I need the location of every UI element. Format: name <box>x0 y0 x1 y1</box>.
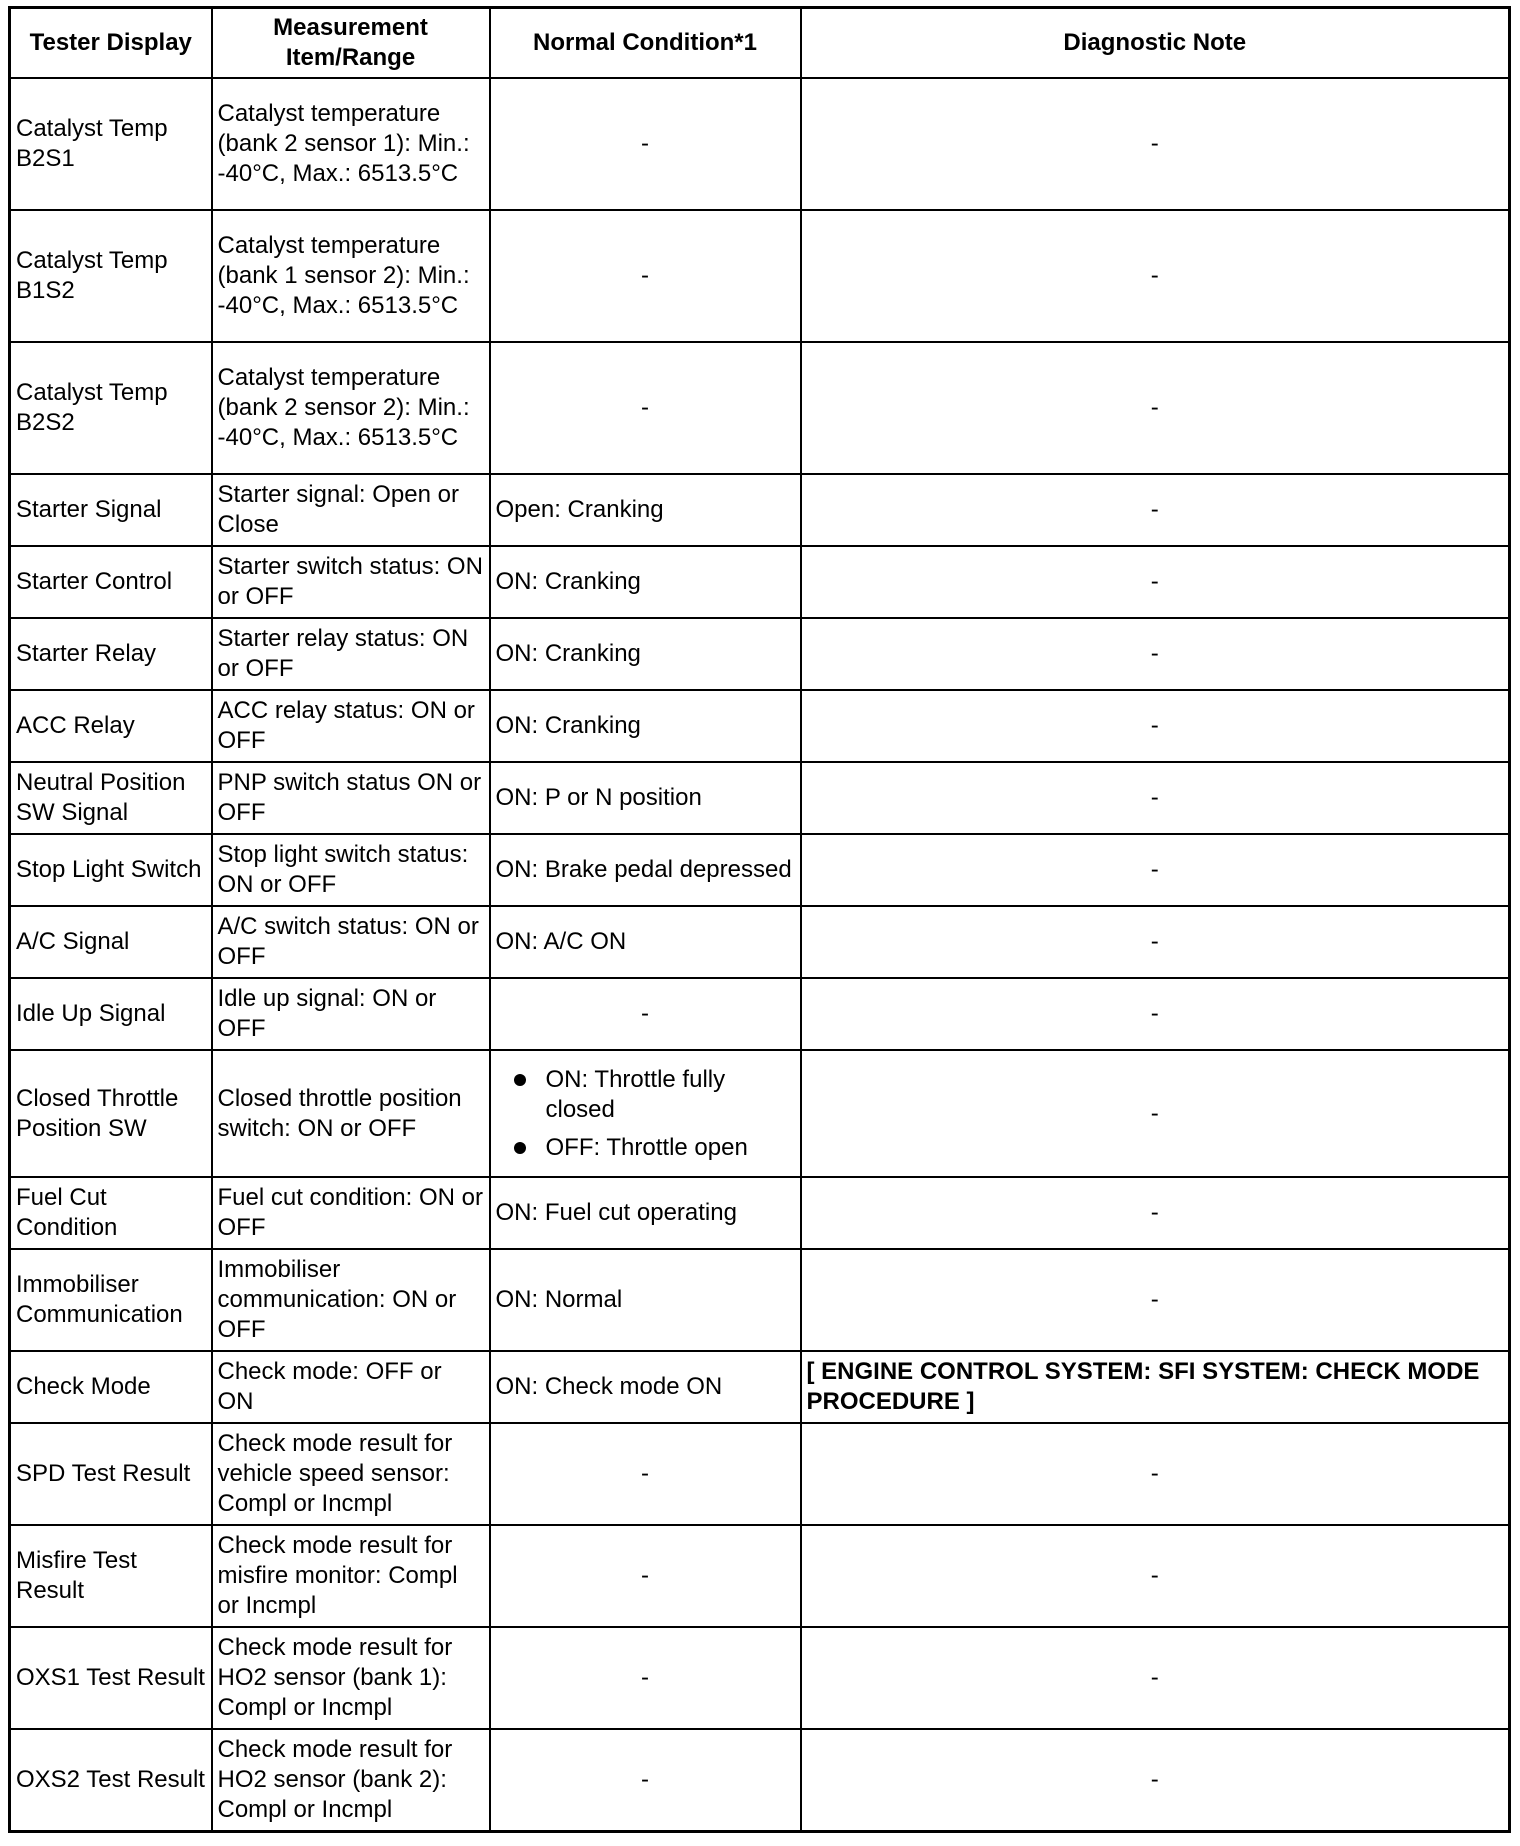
header-diagnostic-note: Diagnostic Note <box>801 8 1510 79</box>
cell-tester-display: Misfire Test Result <box>10 1525 212 1627</box>
cell-measurement: Catalyst temperature (bank 2 sensor 2): Min.: -40°C, Max.: 6513.5°C <box>212 342 490 474</box>
table-row <box>10 762 1510 834</box>
cell-tester-display: Check Mode <box>10 1351 212 1423</box>
cell-normal-condition: ON: Normal <box>490 1249 801 1351</box>
cell-diagnostic-note: - <box>801 978 1510 1050</box>
cell-normal-condition: - <box>490 342 801 474</box>
cell-tester-display: ACC Relay <box>10 690 212 762</box>
table-row <box>10 210 1510 342</box>
cell-tester-display: Immobiliser Communication <box>10 1249 212 1351</box>
cell-tester-display: Catalyst Temp B1S2 <box>10 210 212 342</box>
cell-normal-condition: - <box>490 1423 801 1525</box>
table-row <box>10 834 1510 906</box>
cell-measurement: Fuel cut condition: ON or OFF <box>212 1177 490 1249</box>
cell-measurement: Catalyst temperature (bank 2 sensor 1): Min.: -40°C, Max.: 6513.5°C <box>212 78 490 210</box>
header-measurement: Measurement Item/Range <box>212 8 490 79</box>
cell-measurement: Starter switch status: ON or OFF <box>212 546 490 618</box>
table-row <box>10 978 1510 1050</box>
table-row <box>10 1729 1510 1831</box>
table-row <box>10 474 1510 546</box>
cell-diagnostic-note: - <box>801 1627 1510 1729</box>
cell-diagnostic-note: - <box>801 342 1510 474</box>
cell-diagnostic-note: - <box>801 1249 1510 1351</box>
table-row <box>10 690 1510 762</box>
table-row <box>10 342 1510 474</box>
table-row <box>10 618 1510 690</box>
cell-measurement: Check mode: OFF or ON <box>212 1351 490 1423</box>
cell-normal-condition: ON: P or N position <box>490 762 801 834</box>
cell-measurement: Idle up signal: ON or OFF <box>212 978 490 1050</box>
cell-tester-display: Closed Throttle Position SW <box>10 1050 212 1177</box>
cell-diagnostic-note: - <box>801 690 1510 762</box>
cell-normal-condition: ON: Cranking <box>490 690 801 762</box>
normal-condition-list <box>496 1065 795 1163</box>
cell-diagnostic-note: - <box>801 474 1510 546</box>
cell-tester-display: Neutral Position SW Signal <box>10 762 212 834</box>
cell-normal-condition: - <box>490 1627 801 1729</box>
cell-diagnostic-note: - <box>801 1050 1510 1177</box>
header-row <box>10 8 1510 79</box>
header-tester-display: Tester Display <box>10 8 212 79</box>
cell-tester-display: Starter Control <box>10 546 212 618</box>
cell-normal-condition <box>490 1050 801 1177</box>
cell-normal-condition: - <box>490 78 801 210</box>
cell-normal-condition: - <box>490 978 801 1050</box>
cell-measurement: Closed throttle position switch: ON or OFF <box>212 1050 490 1177</box>
cell-tester-display: Fuel Cut Condition <box>10 1177 212 1249</box>
cell-measurement: Starter signal: Open or Close <box>212 474 490 546</box>
table-body <box>10 78 1510 1831</box>
cell-measurement: Starter relay status: ON or OFF <box>212 618 490 690</box>
cell-diagnostic-note: - <box>801 1177 1510 1249</box>
cell-normal-condition: ON: A/C ON <box>490 906 801 978</box>
cell-normal-condition: ON: Fuel cut operating <box>490 1177 801 1249</box>
cell-tester-display: Stop Light Switch <box>10 834 212 906</box>
table-row <box>10 78 1510 210</box>
cell-measurement: Check mode result for vehicle speed sensor: Compl or Incmpl <box>212 1423 490 1525</box>
cell-tester-display: Starter Relay <box>10 618 212 690</box>
cell-normal-condition: - <box>490 1525 801 1627</box>
cell-diagnostic-note: - <box>801 210 1510 342</box>
cell-measurement: PNP switch status ON or OFF <box>212 762 490 834</box>
cell-measurement: Stop light switch status: ON or OFF <box>212 834 490 906</box>
cell-diagnostic-note: - <box>801 1525 1510 1627</box>
cell-tester-display: A/C Signal <box>10 906 212 978</box>
table-row <box>10 1351 1510 1423</box>
cell-measurement: Check mode result for misfire monitor: Compl or Incmpl <box>212 1525 490 1627</box>
cell-normal-condition: ON: Cranking <box>490 618 801 690</box>
cell-diagnostic-note-link[interactable]: [ ENGINE CONTROL SYSTEM: SFI SYSTEM: CHECK MODE PROCEDURE ] <box>801 1351 1510 1423</box>
cell-diagnostic-note: - <box>801 1729 1510 1831</box>
table-row <box>10 906 1510 978</box>
cell-measurement: Catalyst temperature (bank 1 sensor 2): Min.: -40°C, Max.: 6513.5°C <box>212 210 490 342</box>
cell-measurement: Check mode result for HO2 sensor (bank 1): Compl or Incmpl <box>212 1627 490 1729</box>
cell-normal-condition: ON: Brake pedal depressed <box>490 834 801 906</box>
cell-normal-condition: - <box>490 1729 801 1831</box>
list-item: ON: Throttle fully closed <box>546 1065 795 1125</box>
table-row <box>10 1423 1510 1525</box>
table-row <box>10 1050 1510 1177</box>
cell-tester-display: SPD Test Result <box>10 1423 212 1525</box>
table-row <box>10 1249 1510 1351</box>
cell-tester-display: Starter Signal <box>10 474 212 546</box>
cell-diagnostic-note: - <box>801 834 1510 906</box>
table-wrapper <box>8 6 1508 1833</box>
cell-normal-condition: Open: Cranking <box>490 474 801 546</box>
table-row <box>10 1525 1510 1627</box>
cell-diagnostic-note: - <box>801 546 1510 618</box>
cell-normal-condition: - <box>490 210 801 342</box>
cell-tester-display: OXS2 Test Result <box>10 1729 212 1831</box>
cell-diagnostic-note: - <box>801 618 1510 690</box>
cell-diagnostic-note: - <box>801 1423 1510 1525</box>
table-row <box>10 546 1510 618</box>
cell-measurement: ACC relay status: ON or OFF <box>212 690 490 762</box>
list-item: OFF: Throttle open <box>546 1133 795 1163</box>
cell-measurement: Immobiliser communication: ON or OFF <box>212 1249 490 1351</box>
cell-measurement: Check mode result for HO2 sensor (bank 2): Compl or Incmpl <box>212 1729 490 1831</box>
cell-tester-display: OXS1 Test Result <box>10 1627 212 1729</box>
table-row <box>10 1177 1510 1249</box>
cell-tester-display: Catalyst Temp B2S2 <box>10 342 212 474</box>
cell-tester-display: Catalyst Temp B2S1 <box>10 78 212 210</box>
tester-data-table <box>8 6 1511 1833</box>
cell-diagnostic-note: - <box>801 78 1510 210</box>
cell-diagnostic-note: - <box>801 906 1510 978</box>
cell-diagnostic-note: - <box>801 762 1510 834</box>
cell-measurement: A/C switch status: ON or OFF <box>212 906 490 978</box>
cell-normal-condition: ON: Check mode ON <box>490 1351 801 1423</box>
table-row <box>10 1627 1510 1729</box>
table-header <box>10 8 1510 79</box>
cell-normal-condition: ON: Cranking <box>490 546 801 618</box>
cell-tester-display: Idle Up Signal <box>10 978 212 1050</box>
header-normal-condition: Normal Condition*1 <box>490 8 801 79</box>
